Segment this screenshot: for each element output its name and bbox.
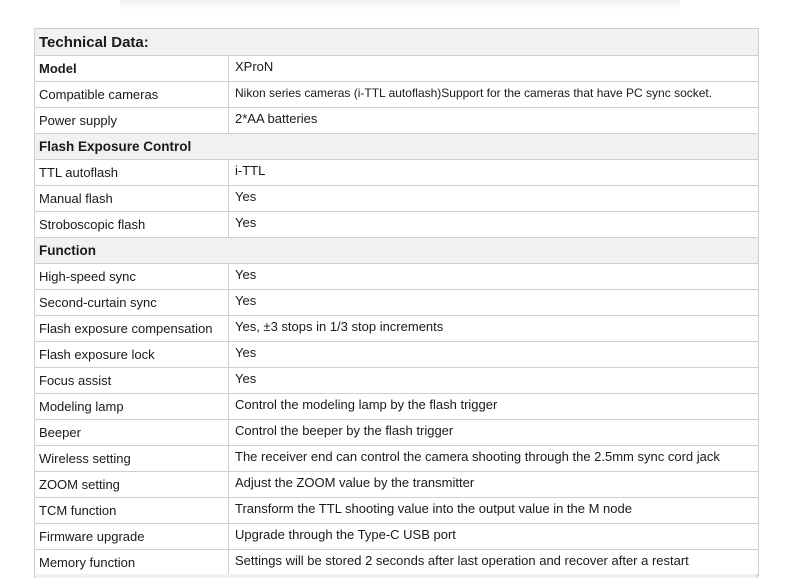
row-value-second-curtain-sync: Yes [229, 290, 759, 316]
row-value-model: XProN [229, 56, 759, 82]
row-label-power-supply: Power supply [35, 108, 229, 134]
row-value-stroboscopic-flash: Yes [229, 212, 759, 238]
row-value-firmware-upgrade: Upgrade through the Type-C USB port [229, 524, 759, 550]
row-value-high-speed-sync: Yes [229, 264, 759, 290]
row-value-zoom-setting: Adjust the ZOOM value by the transmitter [229, 472, 759, 498]
section-heading-row [35, 238, 759, 264]
section-heading-flash-exposure-control: Flash Exposure Control [35, 134, 759, 160]
top-shadow [120, 0, 680, 10]
row-value-tcm-function: Transform the TTL shooting value into the output value in the M node [229, 498, 759, 524]
row-label-zoom-setting: ZOOM setting [35, 472, 229, 498]
table-row [35, 498, 759, 524]
row-label-manual-flash: Manual flash [35, 186, 229, 212]
row-value-power-supply: 2*AA batteries [229, 108, 759, 134]
table-row [35, 420, 759, 446]
row-label-beeper: Beeper [35, 420, 229, 446]
table-row [35, 160, 759, 186]
next-section-strip [34, 574, 758, 578]
row-label-second-curtain-sync: Second-curtain sync [35, 290, 229, 316]
section-heading-row [35, 134, 759, 160]
table-row [35, 316, 759, 342]
table-row [35, 82, 759, 108]
row-label-flash-exposure-compensation: Flash exposure compensation [35, 316, 229, 342]
row-value-memory-function: Settings will be stored 2 seconds after last operation and recover after a restart [229, 550, 759, 576]
row-label-firmware-upgrade: Firmware upgrade [35, 524, 229, 550]
table-title-row [35, 29, 759, 56]
row-label-modeling-lamp: Modeling lamp [35, 394, 229, 420]
table-row [35, 108, 759, 134]
table-row [35, 186, 759, 212]
row-value-flash-exposure-compensation: Yes, ±3 stops in 1/3 stop increments [229, 316, 759, 342]
table-row [35, 264, 759, 290]
table-row [35, 56, 759, 82]
row-value-modeling-lamp: Control the modeling lamp by the flash trigger [229, 394, 759, 420]
row-label-focus-assist: Focus assist [35, 368, 229, 394]
row-value-beeper: Control the beeper by the flash trigger [229, 420, 759, 446]
row-value-ttl-autoflash: i-TTL [229, 160, 759, 186]
table-row [35, 550, 759, 576]
row-label-stroboscopic-flash: Stroboscopic flash [35, 212, 229, 238]
row-value-flash-exposure-lock: Yes [229, 342, 759, 368]
row-label-wireless-setting: Wireless setting [35, 446, 229, 472]
table-row [35, 524, 759, 550]
row-label-memory-function: Memory function [35, 550, 229, 576]
row-value-focus-assist: Yes [229, 368, 759, 394]
row-value-wireless-setting: The receiver end can control the camera shooting through the 2.5mm sync cord jack [229, 446, 759, 472]
row-label-compatible-cameras: Compatible cameras [35, 82, 229, 108]
table-row [35, 212, 759, 238]
table-row [35, 472, 759, 498]
table-row [35, 394, 759, 420]
row-value-manual-flash: Yes [229, 186, 759, 212]
row-label-flash-exposure-lock: Flash exposure lock [35, 342, 229, 368]
row-label-tcm-function: TCM function [35, 498, 229, 524]
table-row [35, 368, 759, 394]
table-row [35, 342, 759, 368]
technical-data-table [34, 28, 759, 576]
section-heading-function: Function [35, 238, 759, 264]
table-row [35, 290, 759, 316]
row-label-model: Model [35, 56, 229, 82]
row-label-high-speed-sync: High-speed sync [35, 264, 229, 290]
table-title: Technical Data: [35, 29, 759, 56]
row-value-compatible-cameras: Nikon series cameras (i-TTL autoflash)Support for the cameras that have PC sync socket. [229, 82, 759, 108]
row-label-ttl-autoflash: TTL autoflash [35, 160, 229, 186]
table-row [35, 446, 759, 472]
